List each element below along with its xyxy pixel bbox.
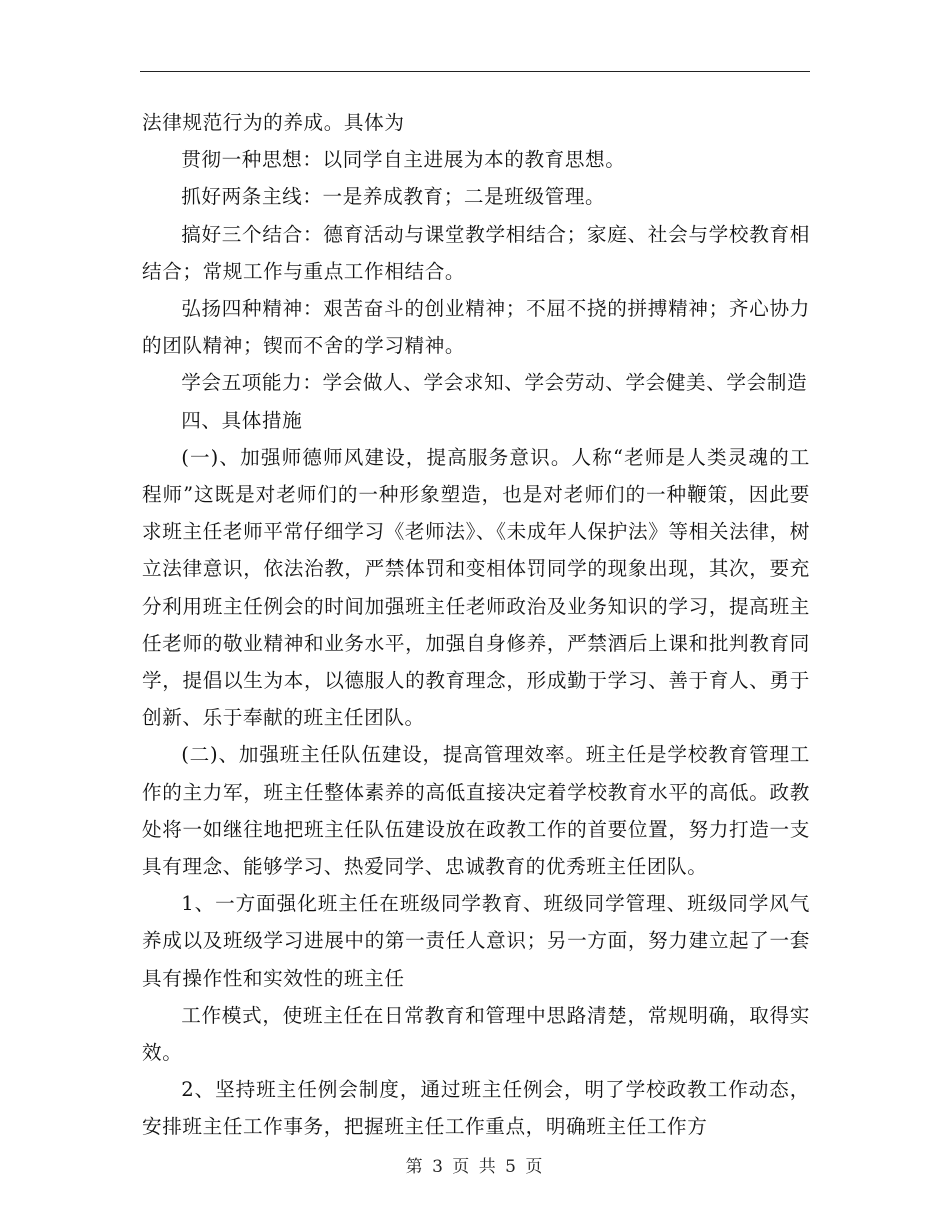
paragraph: 抓好两条主线：一是养成教育；二是班级管理。 — [181, 185, 606, 209]
document-body — [142, 104, 810, 1146]
paragraph: 工作模式，使班主任在日常教育和管理中思路清楚，常规明确，取得实效。 — [142, 1003, 810, 1065]
paragraph: 学会五项能力：学会做人、学会求知、学会劳动、学会健美、学会制造 — [181, 371, 808, 395]
paragraph: (一)、加强师德师风建设，提高服务意识。人称“老师是人类灵魂的工程师”这既是对老师们的一种形象塑造，也是对老师们的一种鞭策，因此要求班主任老师平常仔细学习《老师法》、《未成年人保护法》等相关法律，树立法律意识，依法治教，严禁体罚和变相体罚同学的现象出现，其次，要充分利用班主任例会的时间加强班主任老师政治及业务知识的学习，提高班主任老师的敬业精神和业务水平，加强自身修养，严禁酒后上课和批判教育同学，提倡以生为本，以德服人的教育理念，形成勤于学习、善于育人、勇于创新、乐于奉献的班主任团队。 — [142, 445, 810, 730]
page-number: 第 3 页 共 5 页 — [405, 1157, 545, 1177]
paragraph: 贯彻一种思想：以同学自主进展为本的教育思想。 — [181, 148, 626, 172]
paragraph: 1、一方面强化班主任在班级同学教育、班级同学管理、班级同学风气养成以及班级学习进展中的第一责任人意识；另一方面，努力建立起了一套具有操作性和实效性的班主任 — [142, 892, 810, 990]
section-heading: 四、具体措施 — [181, 408, 303, 432]
paragraph: (二)、加强班主任队伍建设，提高管理效率。班主任是学校教育管理工作的主力军，班主任整体素养的高低直接决定着学校教育水平的高低。政教处将一如继往地把班主任队伍建设放在政教工作的首要位置，努力打造一支具有理念、能够学习、热爱同学、忠诚教育的优秀班主任团队。 — [142, 743, 810, 879]
paragraph: 2、坚持班主任例会制度，通过班主任例会，明了学校政教工作动态，安排班主任工作事务，把握班主任工作重点，明确班主任工作方 — [142, 1078, 810, 1139]
paragraph: 搞好三个结合：德育活动与课堂教学相结合；家庭、社会与学校教育相结合；常规工作与重点工作相结合。 — [142, 222, 810, 283]
paragraph: 法律规范行为的养成。具体为 — [142, 111, 405, 134]
paragraph: 弘扬四种精神：艰苦奋斗的创业精神；不屈不挠的拼搏精神；齐心协力的团队精神；锲而不舍的学习精神。 — [142, 297, 810, 358]
header-rule — [140, 71, 810, 72]
